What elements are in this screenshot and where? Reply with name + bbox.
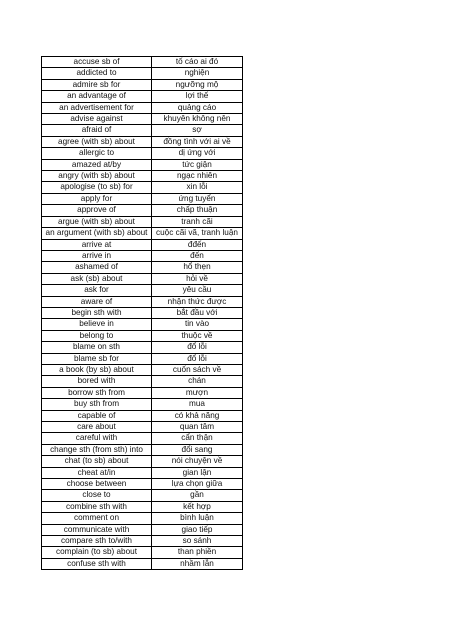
table-row xyxy=(42,330,243,341)
table-row xyxy=(42,296,243,307)
vietnamese-meaning-cell: mượn xyxy=(152,387,243,398)
english-phrase-cell: aware of xyxy=(42,296,152,307)
table-row xyxy=(42,307,243,318)
vietnamese-meaning-cell: cẩn thận xyxy=(152,433,243,444)
vietnamese-meaning-cell: tố cáo ai đó xyxy=(152,57,243,68)
table-row xyxy=(42,216,243,227)
english-phrase-cell: ask for xyxy=(42,285,152,296)
english-phrase-cell: blame on sth xyxy=(42,342,152,353)
vietnamese-meaning-cell: nghiện xyxy=(152,68,243,79)
english-phrase-cell: comment on xyxy=(42,513,152,524)
table-row xyxy=(42,399,243,410)
vietnamese-meaning-cell: chấp thuận xyxy=(152,205,243,216)
english-phrase-cell: admire sb for xyxy=(42,79,152,90)
vietnamese-meaning-cell: than phiền xyxy=(152,547,243,558)
vietnamese-meaning-cell: có khả năng xyxy=(152,410,243,421)
english-phrase-cell: belong to xyxy=(42,330,152,341)
english-phrase-cell: begin sth with xyxy=(42,307,152,318)
table-row xyxy=(42,444,243,455)
table-row xyxy=(42,250,243,261)
english-phrase-cell: borrow sth from xyxy=(42,387,152,398)
english-phrase-cell: addicted to xyxy=(42,68,152,79)
english-phrase-cell: care about xyxy=(42,422,152,433)
vietnamese-meaning-cell: quan tâm xyxy=(152,422,243,433)
vietnamese-meaning-cell: cuộc cãi vã, tranh luận xyxy=(152,228,243,239)
english-phrase-cell: chat (to sb) about xyxy=(42,456,152,467)
table-row xyxy=(42,114,243,125)
vietnamese-meaning-cell: đến xyxy=(152,250,243,261)
vietnamese-meaning-cell: dị ứng với xyxy=(152,148,243,159)
vietnamese-meaning-cell: sợ xyxy=(152,125,243,136)
vietnamese-meaning-cell: đổ lỗi xyxy=(152,342,243,353)
english-phrase-cell: an advertisement for xyxy=(42,102,152,113)
english-phrase-cell: change sth (from sth) into xyxy=(42,444,152,455)
vietnamese-meaning-cell: thuộc về xyxy=(152,330,243,341)
english-phrase-cell: confuse sth with xyxy=(42,558,152,569)
table-row xyxy=(42,467,243,478)
english-phrase-cell: ashamed of xyxy=(42,262,152,273)
english-phrase-cell: compare sth to/with xyxy=(42,536,152,547)
table-row xyxy=(42,501,243,512)
table-row xyxy=(42,171,243,182)
vietnamese-meaning-cell: giao tiếp xyxy=(152,524,243,535)
vietnamese-meaning-cell: yêu cầu xyxy=(152,285,243,296)
english-phrase-cell: cheat at/in xyxy=(42,467,152,478)
english-phrase-cell: amazed at/by xyxy=(42,159,152,170)
vietnamese-meaning-cell: khuyên không nên xyxy=(152,114,243,125)
english-phrase-cell: complain (to sb) about xyxy=(42,547,152,558)
vietnamese-meaning-cell: đồng tình với ai về xyxy=(152,136,243,147)
english-phrase-cell: afraid of xyxy=(42,125,152,136)
english-phrase-cell: an argument (with sb) about xyxy=(42,228,152,239)
english-phrase-cell: capable of xyxy=(42,410,152,421)
english-phrase-cell: ask (sb) about xyxy=(42,273,152,284)
english-phrase-cell: close to xyxy=(42,490,152,501)
english-phrase-cell: apologise (to sb) for xyxy=(42,182,152,193)
vietnamese-meaning-cell: lợi thế xyxy=(152,91,243,102)
table-row xyxy=(42,342,243,353)
vietnamese-meaning-cell: nhận thức được xyxy=(152,296,243,307)
table-row xyxy=(42,376,243,387)
vietnamese-meaning-cell: cuốn sách về xyxy=(152,364,243,375)
vietnamese-meaning-cell: mua xyxy=(152,399,243,410)
table-row xyxy=(42,182,243,193)
vietnamese-meaning-cell: ngưỡng mộ xyxy=(152,79,243,90)
table-row xyxy=(42,125,243,136)
table-row xyxy=(42,228,243,239)
english-phrase-cell: an advantage of xyxy=(42,91,152,102)
vietnamese-meaning-cell: đổ lỗi xyxy=(152,353,243,364)
table-row xyxy=(42,91,243,102)
vietnamese-meaning-cell: xin lỗi xyxy=(152,182,243,193)
table-row xyxy=(42,262,243,273)
english-phrase-cell: combine sth with xyxy=(42,501,152,512)
vietnamese-meaning-cell: gian lận xyxy=(152,467,243,478)
table-row xyxy=(42,319,243,330)
table-row xyxy=(42,524,243,535)
vietnamese-meaning-cell: ngạc nhiên xyxy=(152,171,243,182)
table-row xyxy=(42,136,243,147)
english-phrase-cell: communicate with xyxy=(42,524,152,535)
table-row xyxy=(42,536,243,547)
table-row xyxy=(42,422,243,433)
vietnamese-meaning-cell: tranh cãi xyxy=(152,216,243,227)
table-row xyxy=(42,239,243,250)
vocabulary-table-body xyxy=(42,57,243,570)
english-phrase-cell: arrive in xyxy=(42,250,152,261)
table-row xyxy=(42,68,243,79)
vietnamese-meaning-cell: nhầm lẫn xyxy=(152,558,243,569)
table-row xyxy=(42,490,243,501)
table-row xyxy=(42,479,243,490)
vietnamese-meaning-cell: chán xyxy=(152,376,243,387)
table-row xyxy=(42,57,243,68)
english-phrase-cell: advise against xyxy=(42,114,152,125)
table-row xyxy=(42,205,243,216)
vietnamese-meaning-cell: kết hợp xyxy=(152,501,243,512)
vietnamese-meaning-cell: đổi sang xyxy=(152,444,243,455)
english-phrase-cell: believe in xyxy=(42,319,152,330)
table-row xyxy=(42,513,243,524)
vietnamese-meaning-cell: so sánh xyxy=(152,536,243,547)
table-row xyxy=(42,79,243,90)
english-phrase-cell: apply for xyxy=(42,193,152,204)
english-phrase-cell: blame sb for xyxy=(42,353,152,364)
english-phrase-cell: allergic to xyxy=(42,148,152,159)
table-row xyxy=(42,547,243,558)
table-row xyxy=(42,353,243,364)
vietnamese-meaning-cell: đđến xyxy=(152,239,243,250)
table-row xyxy=(42,433,243,444)
vocabulary-table xyxy=(41,56,243,570)
vietnamese-meaning-cell: hổ thẹn xyxy=(152,262,243,273)
english-phrase-cell: agree (with sb) about xyxy=(42,136,152,147)
english-phrase-cell: careful with xyxy=(42,433,152,444)
english-phrase-cell: angry (with sb) about xyxy=(42,171,152,182)
table-row xyxy=(42,364,243,375)
vietnamese-meaning-cell: lựa chọn giữa xyxy=(152,479,243,490)
vietnamese-meaning-cell: quảng cáo xyxy=(152,102,243,113)
table-row xyxy=(42,159,243,170)
vietnamese-meaning-cell: bắt đầu với xyxy=(152,307,243,318)
english-phrase-cell: buy sth from xyxy=(42,399,152,410)
vietnamese-meaning-cell: gần xyxy=(152,490,243,501)
english-phrase-cell: arrive at xyxy=(42,239,152,250)
english-phrase-cell: argue (with sb) about xyxy=(42,216,152,227)
table-row xyxy=(42,102,243,113)
vietnamese-meaning-cell: hỏi về xyxy=(152,273,243,284)
vietnamese-meaning-cell: tức giận xyxy=(152,159,243,170)
table-row xyxy=(42,193,243,204)
table-row xyxy=(42,558,243,569)
table-row xyxy=(42,285,243,296)
vietnamese-meaning-cell: tin vào xyxy=(152,319,243,330)
english-phrase-cell: choose between xyxy=(42,479,152,490)
english-phrase-cell: a book (by sb) about xyxy=(42,364,152,375)
english-phrase-cell: accuse sb of xyxy=(42,57,152,68)
vietnamese-meaning-cell: nói chuyện về xyxy=(152,456,243,467)
vietnamese-meaning-cell: bình luận xyxy=(152,513,243,524)
table-row xyxy=(42,273,243,284)
table-row xyxy=(42,148,243,159)
table-row xyxy=(42,387,243,398)
table-row xyxy=(42,410,243,421)
vietnamese-meaning-cell: ứng tuyển xyxy=(152,193,243,204)
english-phrase-cell: bored with xyxy=(42,376,152,387)
table-row xyxy=(42,456,243,467)
english-phrase-cell: approve of xyxy=(42,205,152,216)
